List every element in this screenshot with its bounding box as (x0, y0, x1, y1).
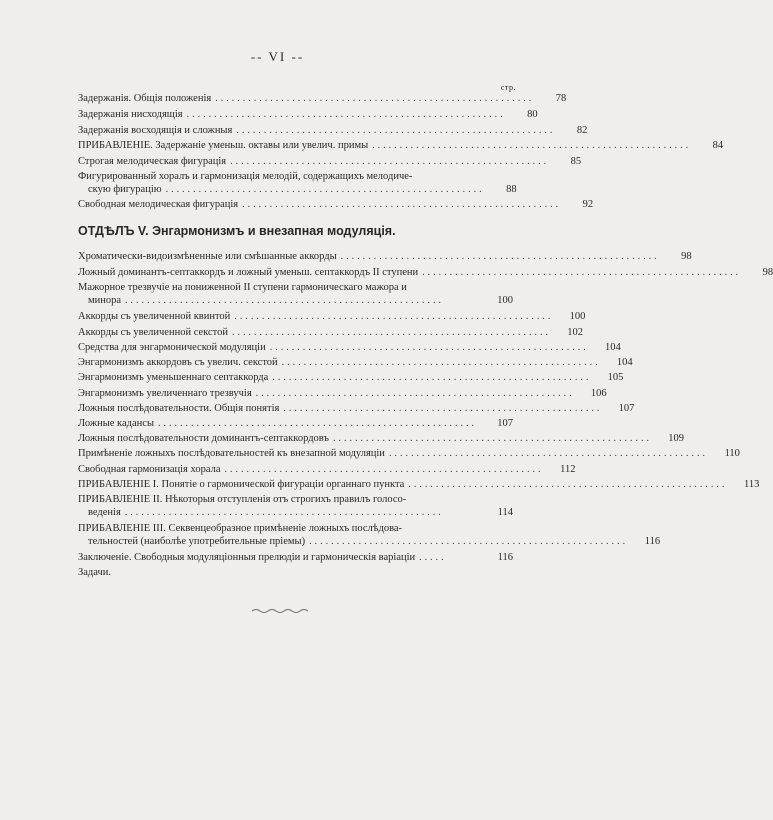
toc-entry: Аккорды съ увеличенной секстой .......................................................... 102 (78, 327, 583, 338)
toc-entry: Строгая мелодическая фигурація .......................................................... 85 (78, 156, 582, 167)
toc-entry: Энгармонизмъ уменьшеннаго септаккорда .......................................................... 105 (78, 372, 624, 383)
toc-entry: Задержанія восходящія и сложныя .......................................................... 82 (78, 125, 588, 136)
toc-entry: Ложные кадансы .......................................................... 107 (78, 418, 513, 429)
toc-entry: Задачи. (78, 567, 112, 578)
toc-entry: Заключеніе. Свободныя модуляціонныя прелюдіи и гармоническія варіаціи ..... 116 (78, 552, 513, 563)
toc-entry: Свободная гармонизація хорала .......................................................... 112 (78, 464, 576, 475)
toc-entry: ПРИБАВЛЕНІЕ I. Понятіе о гармонической фигураціи органнаго пункта .......................................................... 113 (78, 479, 760, 490)
section-heading: ОТДѢЛЪ V. Энгармонизмъ и внезапная модуляція. (78, 224, 396, 238)
page-column-label: стр. (500, 83, 516, 92)
toc-entry: Энгармонизмъ аккордовъ съ увелич. секстой .......................................................... 104 (78, 357, 633, 368)
toc-entry-multiline: ПРИБАВЛЕНІЕ II. Нѣкоторыя отступленія отъ строгихъ правилъ голосо- веденія .......................................................... 114 (78, 494, 513, 518)
toc-entry: Ложныя послѣдовательности. Общія понятія .......................................................... 107 (78, 403, 635, 414)
toc-entry: ПРИБАВЛЕНІЕ. Задержаніе уменьш. октавы или увелич. примы .......................................................... 84 (78, 140, 724, 151)
toc-entry: Ложныя послѣдовательности доминантъ-септаккордовъ .......................................................... 109 (78, 433, 684, 444)
toc-entry: Ложный доминантъ-септаккордъ и ложный уменьш. септаккордъ II ступени .......................................................... 98 (78, 267, 773, 278)
toc-entry: Аккорды съ увеличенной квинтой .......................................................... 100 (78, 311, 586, 322)
toc-entry-multiline: Фигурированный хоралъ и гармонизація мелодій, содержащихъ мелодиче- скую фигурацію .......................................................... 88 (78, 171, 517, 195)
toc-entry: Энгармонизмъ увеличеннаго трезвучія .......................................................... 106 (78, 388, 607, 399)
toc-entry: Свободная мелодическая фигурація .......................................................... 92 (78, 199, 594, 210)
page-number: -- VI -- (250, 49, 305, 64)
toc-entry: Примѣненіе ложныхъ послѣдовательностей къ внезапной модуляціи .......................................................... 110 (78, 448, 740, 459)
toc-entry: Хроматически-видоизмѣненные или смѣшанные аккорды .......................................................... 98 (78, 251, 692, 262)
toc-entry: Задержанія. Общія положенія .......................................................... 78 (78, 93, 567, 104)
toc-entry: Средства для энгармонической модуляціи .......................................................... 104 (78, 342, 621, 353)
toc-entry-multiline: ПРИБАВЛЕНІЕ III. Секвенцеобразное примѣненіе ложныхъ послѣдова- тельностей (наиболѣе употребительные пріемы) .......................................................... 116 (78, 523, 661, 547)
decorative-flourish (250, 607, 310, 615)
toc-entry: Задержанія нисходящія .......................................................... 80 (78, 109, 538, 120)
toc-entry-multiline: Мажорное трезвучіе на пониженной II ступени гармоническаго мажора и минора .......................................................... 100 (78, 282, 513, 306)
